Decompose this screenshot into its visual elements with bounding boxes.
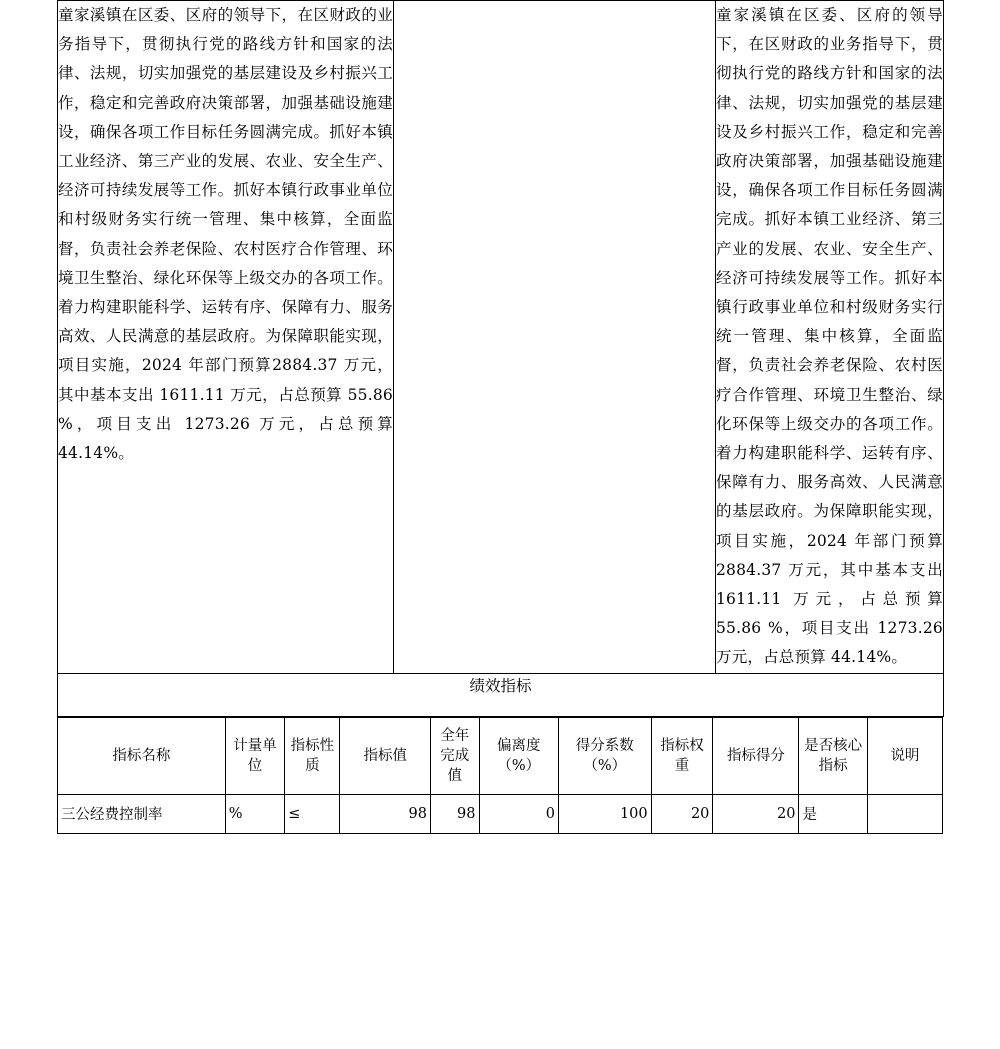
metrics-header-cell-nature: 指标性质: [285, 717, 340, 794]
narrative-cell-middle: [394, 1, 716, 674]
narrative-cell-left: [58, 1, 394, 674]
metrics-header-cell-remark: 说明: [867, 717, 942, 794]
narrative-text-left: 童家溪镇在区委、区府的领导下，在区财政的业务指导下，贯彻执行党的路线方针和国家的法律、法规，切实加强党的基层建设及乡村振兴工作，稳定和完善政府决策部署，加强基础设施建设，确保各项工作目标任务圆满完成。抓好本镇工业经济、第三产业的发展、农业、安全生产、经济可持续发展等工作。抓好本镇行政事业单位和村级财务实行统一管理、集中核算，全面监督，负责社会养老保险、农村医疗合作管理、环境卫生整治、绿化环保等上级交办的各项工作。着力构建职能科学、运转有序、保障有力、服务高效、人民满意的基层政府。为保障职能实现，项目实施，2024 年部门预算2884.37 万元，其中基本支出 1611.11 万元，占总预算 55.86 %，项目支出 1273.26 万元，占总预算 44.14%。: [58, 6, 393, 463]
metrics-header-cell-weight: 指标权重: [651, 717, 713, 794]
metrics-header-cell-deviation: 偏离度（%）: [479, 717, 558, 794]
metrics-header-row: [58, 717, 943, 794]
narrative-cell-right: [716, 1, 944, 674]
metrics-cell-target: 98: [340, 794, 430, 833]
metrics-header-cell-actual: 全年完成值: [430, 717, 479, 794]
metrics-cell-actual: 98: [430, 794, 479, 833]
metrics-header-cell-score-coef: 得分系数（%）: [558, 717, 651, 794]
metrics-cell-remark: [867, 794, 942, 833]
narrative-row: [58, 1, 944, 674]
metrics-cell-score-coef: 100: [558, 794, 651, 833]
metrics-header-cell-target: 指标值: [340, 717, 430, 794]
metrics-header-cell-name: 指标名称: [58, 717, 226, 794]
metrics-header-cell-unit: 计量单位: [225, 717, 285, 794]
metrics-cell-deviation: 0: [479, 794, 558, 833]
metrics-cell-nature: ≤: [285, 794, 340, 833]
metrics-header-cell-score: 指标得分: [713, 717, 799, 794]
metrics-table: [57, 717, 943, 834]
table-row: [58, 794, 943, 833]
metrics-cell-name: 三公经费控制率: [58, 794, 226, 833]
section-title: 绩效指标: [58, 673, 944, 716]
section-title-row: [58, 673, 944, 716]
narrative-table: [57, 0, 944, 717]
metrics-cell-score: 20: [713, 794, 799, 833]
narrative-text-right: 童家溪镇在区委、区府的领导下，在区财政的业务指导下，贯彻执行党的路线方针和国家的法律、法规，切实加强党的基层建设及乡村振兴工作，稳定和完善政府决策部署，加强基础设施建设，确保各项工作目标任务圆满完成。抓好本镇工业经济、第三产业的发展、农业、安全生产、经济可持续发展等工作。抓好本镇行政事业单位和村级财务实行统一管理、集中核算，全面监督，负责社会养老保险、农村医疗合作管理、环境卫生整治、绿化环保等上级交办的各项工作。着力构建职能科学、运转有序、保障有力、服务高效、人民满意的基层政府。为保障职能实现，项目实施，2024 年部门预算2884.37 万元，其中基本支出 1611.11 万元，占总预算 55.86 %，项目支出 1273.26 万元，占总预算 44.14%。: [716, 6, 943, 667]
metrics-header-cell-core: 是否核心指标: [799, 717, 867, 794]
metrics-cell-unit: %: [225, 794, 285, 833]
metrics-cell-core: 是: [799, 794, 867, 833]
metrics-cell-weight: 20: [651, 794, 713, 833]
